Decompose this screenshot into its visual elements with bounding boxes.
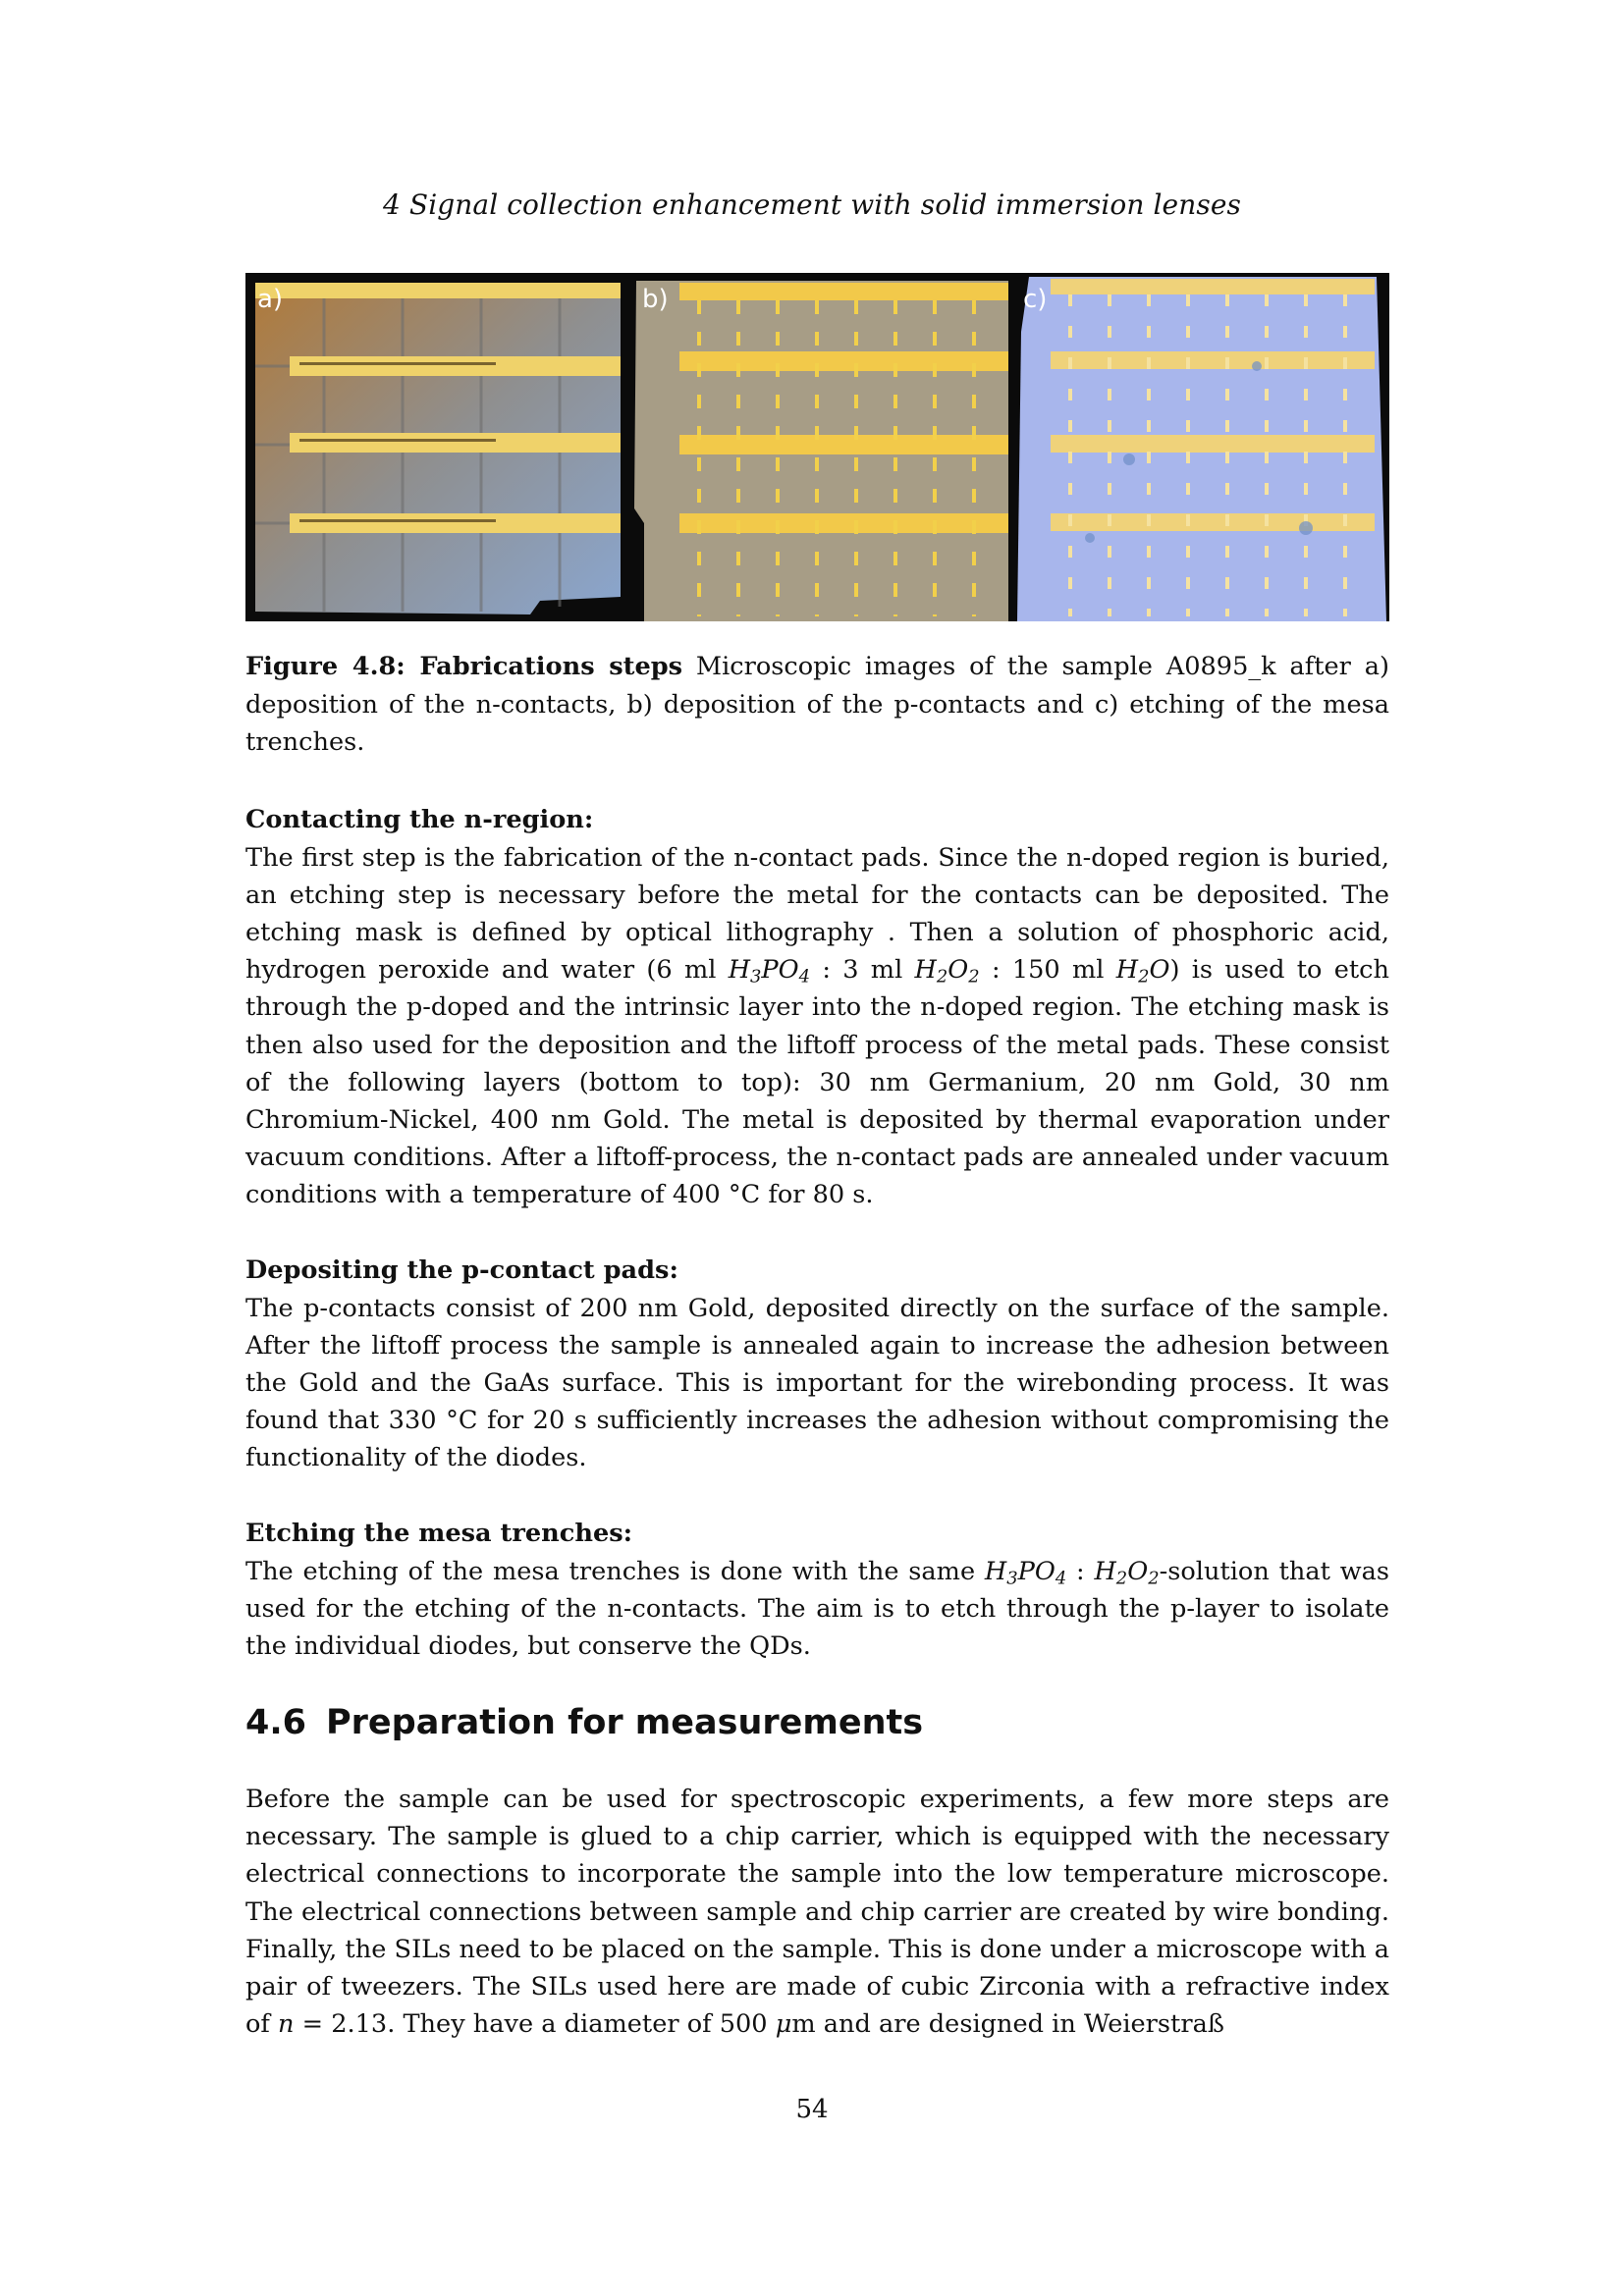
- figure-microscope-images: [245, 273, 1389, 621]
- section-title-text: Preparation for measurements: [326, 1703, 924, 1742]
- section-preparation-body: [245, 1781, 1389, 2043]
- figure-caption: [245, 648, 1389, 762]
- section-depositing-p-contact-pads: [245, 1252, 1389, 1477]
- panel-label-c: c): [1023, 285, 1048, 314]
- panel-label-b: b): [642, 285, 669, 314]
- caption-text: Microscopic images of the sample A0895_k after a) deposition of the n-contacts, b) deposition of the p-contacts and c) etching of the mesa trenches.: [245, 652, 1389, 757]
- formula-h3po4: $H_3PO_4$: [728, 955, 811, 988]
- section-heading: Etching the mesa trenches:: [245, 1519, 633, 1548]
- section-title: [245, 1703, 923, 1742]
- section-paragraph: The first step is the fabrication of the n-contact pads. Since the n-doped region is buried, an etching step is necessary before the metal for the contacts can be deposited. The etching mask is defined by optical lithography . Then a solution of phosphoric acid, hydrogen peroxide and water (6 ml $H_3PO_4$ : 3 ml $H_2O_2$ : 150 ml $H_2O$) is used to etch through the p-doped and the intrinsic layer into the n-doped region. The etching mask is then also used for the deposition and the liftoff process of the metal pads. These consist of the following layers (bottom to top): 30 nm Germanium, 20 nm Gold, 30 nm Chromium-Nickel, 400 nm Gold. The metal is deposited by thermal evaporation under vacuum conditions. After a liftoff-process, the n-contact pads are annealed under vacuum conditions with a temperature of 400 °C for 80 s.: [245, 842, 1389, 1210]
- caption-label: Figure 4.8: Fabrications steps: [245, 652, 683, 681]
- running-head: 4 Signal collection enhancement with solid immersion lenses: [383, 188, 1241, 221]
- formula-h2o: $H_2O$: [1115, 955, 1170, 988]
- panel-c-image: [1011, 273, 1389, 621]
- body-paragraph: Before the sample can be used for spectroscopic experiments, a few more steps are necessary. The sample is glued to a chip carrier, which is equipped with the necessary electrical connections to incorporate the sample into the low temperature microscope. The electrical connections between sample and chip carrier are created by wire bonding. Finally, the SILs need to be placed on the sample. This is done under a microscope with a pair of tweezers. The SILs used here are made of cubic Zirconia with a refractive index of n = 2.13. They have a diameter of 500 μm and are designed in Weierstraß: [245, 1785, 1389, 2040]
- formula-h2o2: $H_2O_2$: [1094, 1556, 1160, 1588]
- section-paragraph: The etching of the mesa trenches is done with the same $H_3PO_4$ : $H_2O_2$-solution that was used for the etching of the n-contacts. The aim is to etch through the p-layer to isolate the individual diodes, but conserve the QDs.: [245, 1556, 1390, 1661]
- section-etching-mesa-trenches: [245, 1515, 1389, 1665]
- formula-h3po4: $H_3PO_4$: [984, 1556, 1067, 1588]
- panel-b-image: [630, 273, 1008, 621]
- formula-h2o2: $H_2O_2$: [914, 955, 980, 988]
- panel-a-image: [245, 273, 628, 621]
- section-heading: Depositing the p-contact pads:: [245, 1255, 678, 1285]
- section-number: 4.6: [245, 1703, 307, 1742]
- section-paragraph: The p-contacts consist of 200 nm Gold, deposited directly on the surface of the sample. After the liftoff process the sample is annealed again to increase the adhesion between the Gold and the GaAs surface. This is important for the wirebonding process. It was found that 330 °C for 20 s sufficiently increases the adhesion without compromising the functionality of the diodes.: [245, 1293, 1389, 1473]
- panel-label-a: a): [257, 285, 284, 314]
- section-heading: Contacting the n-region:: [245, 805, 594, 834]
- page-number: 54: [795, 2095, 829, 2124]
- section-contacting-n-region: [245, 801, 1389, 1214]
